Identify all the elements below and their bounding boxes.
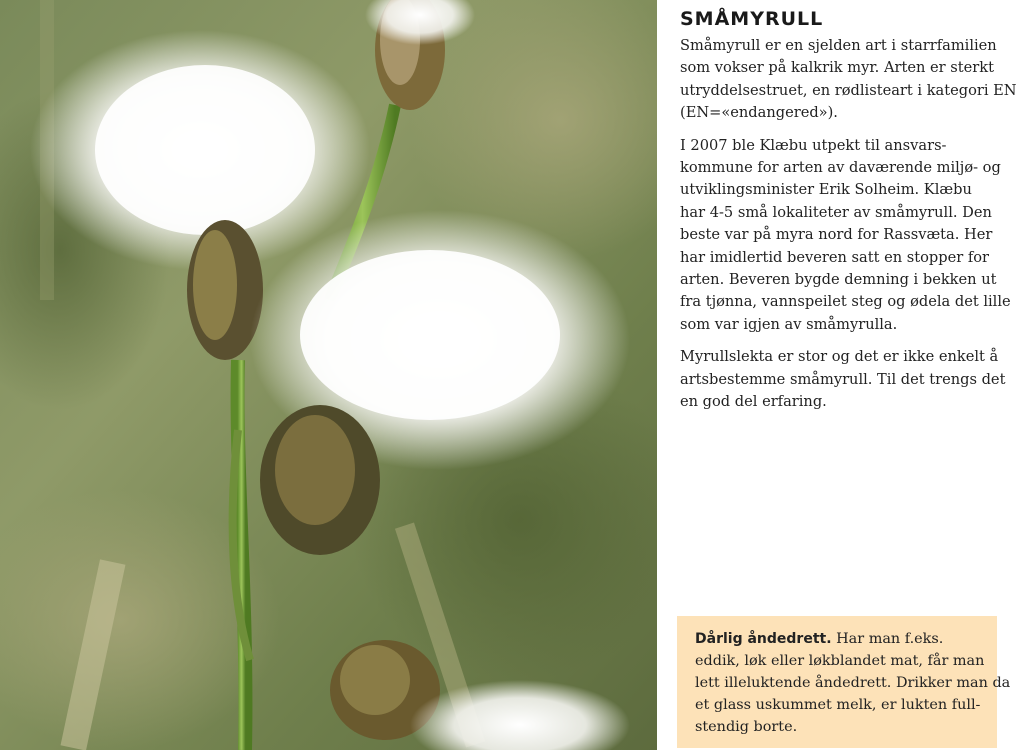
tip-first-line [695,628,979,650]
text-line: utviklingsminister Erik Solheim. Klæbu [680,181,972,199]
tip-line: stendig borte. [695,719,798,735]
text-line: (EN=«endangered»). [680,104,838,122]
text-line: en god del erfaring. [680,393,827,411]
tip-box [677,616,1011,748]
article-text [680,6,1017,424]
text-line: Småmyrull er en sjelden art i starrfamilien [680,37,997,54]
text-line: har 4-5 små lokaliteter av småmyrull. Den [680,203,992,221]
tip-line: et glass uskummet melk, er lukten full- [695,697,981,713]
tip-heading: Dårlig åndedrett. [695,631,832,647]
text-line: har imidlertid beveren satt en stopper for [680,248,990,266]
text-line: utryddelsestruet, en rødlisteart i kategori EN [680,81,1017,99]
article-title: SMÅMYRULL [680,8,824,30]
text-line: Myrullslekta er stor og det er ikke enkelt å [680,348,999,366]
text-line: som vokser på kalkrik myr. Arten er sterkt [680,59,994,77]
identification-paragraph [680,346,1005,413]
tip-line: lett illeluktende åndedrett. Drikker man da [695,675,1011,691]
text-line: I 2007 ble Klæbu utpekt til ansvars- [680,136,947,154]
tip-first-line-text: Har man f.eks. [831,631,944,647]
text-line: beste var på myra nord for Rassvæta. Her [680,226,993,244]
text-line: arten. Beveren bygde demning i bekken ut [680,271,997,289]
intro-paragraph [680,35,1017,125]
text-line: som var igjen av småmyrulla. [680,315,898,333]
text-line: fra tjønna, vannspeilet steg og ødela det lille [680,293,1011,311]
history-paragraph [680,135,1011,337]
text-line: artsbestemme småmyrull. Til det trengs det [680,370,1006,388]
tip-line: eddik, løk eller løkblandet mat, får man [695,653,985,669]
text-line: kommune for arten av daværende miljø- og [680,159,1001,177]
